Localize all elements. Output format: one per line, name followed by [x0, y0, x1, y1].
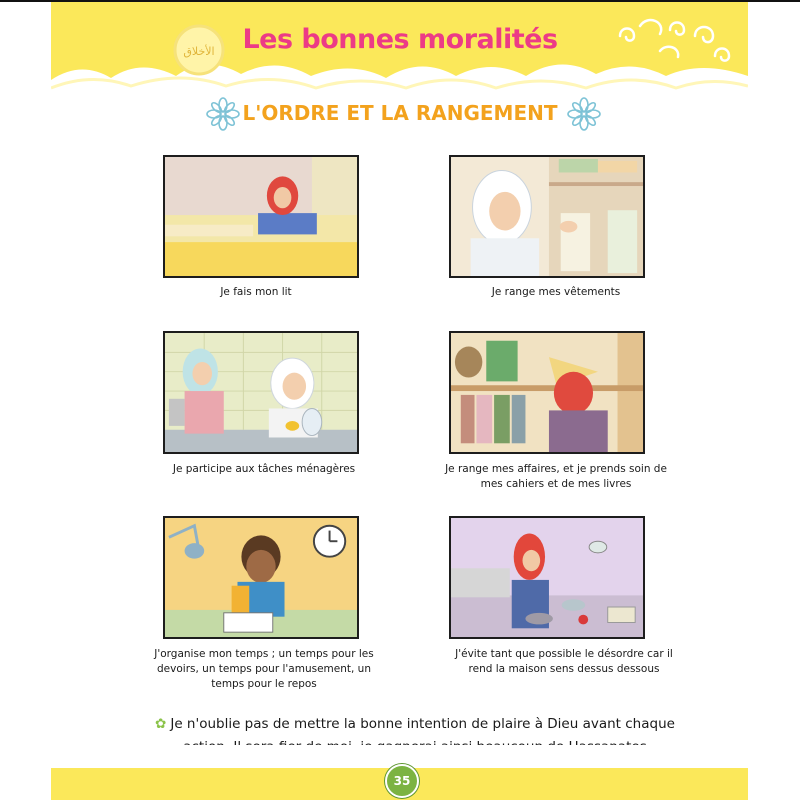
page-number-badge: 35: [385, 764, 419, 798]
caption-tidy-books: Je range mes affaires, et je prends soin de mes cahiers et de mes livres: [445, 463, 667, 490]
caption-house-chores: Je participe aux tâches ménagères: [172, 463, 356, 475]
section-subtitle: L'ORDRE ET LA RANGEMENT: [242, 101, 558, 125]
illustration-house-chores: [163, 331, 359, 454]
illustration-avoid-mess: [449, 516, 645, 639]
illustration-organise-time: [163, 516, 359, 639]
illustration-hang-clothes: [449, 155, 645, 278]
illustration-make-bed: [163, 155, 359, 278]
caption-make-bed: Je fais mon lit: [220, 286, 292, 298]
flower-bullet-icon: ✿: [155, 716, 167, 732]
page-title: Les bonnes moralités: [242, 24, 558, 55]
caption-avoid-mess: J'évite tant que possible le désordre car il rend la maison sens dessus dessous: [455, 648, 673, 675]
illustration-tidy-books: [449, 331, 645, 454]
flower-right-icon: [566, 96, 602, 132]
badge-text: الأخلاق: [183, 45, 215, 58]
intention-text: Je n'oublie pas de mettre la bonne intention de plaire à Dieu avant chaque: [170, 716, 675, 732]
caption-organise-time: J'organise mon temps ; un temps pour les devoirs, un temps pour l'amusement, un temps pour le repos: [154, 648, 374, 690]
caption-hang-clothes: Je range mes vêtements: [491, 286, 621, 298]
